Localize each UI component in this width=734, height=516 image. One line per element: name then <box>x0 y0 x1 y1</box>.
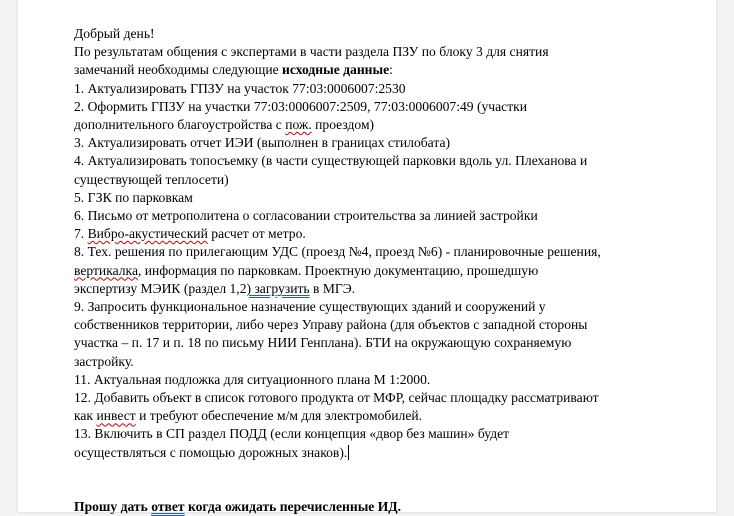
list-item-5: 5. ГЗК по парковкам <box>74 189 193 205</box>
text-segment: когда ожидать перечисленные ИД. <box>184 499 402 515</box>
list-item-4-line-2: существующей теплосети) <box>74 171 229 187</box>
list-item-2-line-2 <box>74 116 704 134</box>
list-item-13-line-2 <box>74 444 704 462</box>
text-segment: как <box>74 408 97 424</box>
list-item-11: 11. Актуальная подложка для ситуационного плана М 1:2000. <box>74 371 431 387</box>
document-body[interactable] <box>74 25 704 516</box>
spelling-error-word[interactable]: пож. <box>285 117 312 133</box>
text-segment: проездом) <box>311 117 375 133</box>
grammar-error-word[interactable]: ответ <box>151 499 185 515</box>
intro-colon: : <box>389 62 393 78</box>
text-cursor <box>348 445 349 460</box>
blank-line <box>74 462 704 480</box>
list-item-6: 6. Письмо от метрополитена о согласовании строительства за линией застройки <box>74 208 538 224</box>
list-item-7 <box>74 225 704 243</box>
greeting-line: Добрый день! <box>74 26 155 41</box>
text-segment: 7. <box>74 226 88 242</box>
spelling-error-word[interactable]: вертикалка <box>74 262 138 278</box>
text-segment: в МГЭ. <box>309 280 356 296</box>
spelling-error-word[interactable]: инвест <box>96 408 136 424</box>
spelling-error-word[interactable]: Вибро-акустический <box>87 226 208 242</box>
list-item-9-line-3: участка – п. 17 и п. 18 по письму НИИ Генплана). БТИ на окружающую сохраняемую <box>74 335 572 351</box>
text-segment: осуществляться с помощью дорожных знаков). <box>74 444 348 460</box>
list-item-2-line-1: 2. Оформить ГПЗУ на участки 77:03:0006007:2509, 77:03:0006007:49 (участки <box>74 98 528 114</box>
list-item-9-line-1: 9. Запросить функциональное назначение существующих зданий и сооружений у <box>74 299 546 315</box>
list-item-4-line-1: 4. Актуализировать топосъемку (в части существующей парковки вдоль ул. Плеханова и <box>74 153 588 169</box>
document-page <box>18 0 716 515</box>
list-item-8-line-2 <box>74 262 704 280</box>
blank-line <box>74 480 704 498</box>
intro-line-1: По результатам общения с экспертами в части раздела ПЗУ по блоку 3 для снятия <box>74 44 549 60</box>
text-segment: экспертизу МЭИК (раздел 1,2 <box>74 280 247 296</box>
text-segment: дополнительного благоустройства с <box>74 117 286 133</box>
text-segment: и требуют обеспечение м/м для электромобилей. <box>135 408 423 424</box>
list-item-13-line-1: 13. Включить в СП раздел ПОДД (если концепция «двор без машин» будет <box>74 426 510 442</box>
closing-line <box>74 498 704 516</box>
text-segment: , информация по парковкам. Проектную документацию, прошедшую <box>137 262 539 278</box>
list-item-12-line-1: 12. Добавить объект в список готового продукта от МФР, сейчас площадку рассматривают <box>74 390 599 406</box>
list-item-12-line-2 <box>74 407 704 425</box>
intro-text: замечаний необходимы следующие <box>74 62 283 78</box>
intro-line-2 <box>74 61 704 79</box>
list-item-8-line-3 <box>74 280 704 298</box>
list-item-1: 1. Актуализировать ГПЗУ на участок 77:03:0006007:2530 <box>74 80 406 96</box>
intro-bold-text: исходные данные <box>282 62 390 78</box>
text-segment: расчет от метро. <box>207 226 306 242</box>
grammar-error-phrase[interactable]: ) загрузить <box>246 280 310 296</box>
text-segment: Прошу дать <box>74 499 152 515</box>
list-item-9-line-2: собственников территории, либо через Управу района (для объектов с западной стороны <box>74 317 588 333</box>
list-item-9-line-4: застройку. <box>74 353 134 369</box>
list-item-3: 3. Актуализировать отчет ИЭИ (выполнен в границах стилобата) <box>74 135 451 151</box>
list-item-8-line-1: 8. Тех. решения по прилегающим УДС (проезд №4, проезд №6) - планировочные решения, <box>74 244 601 260</box>
